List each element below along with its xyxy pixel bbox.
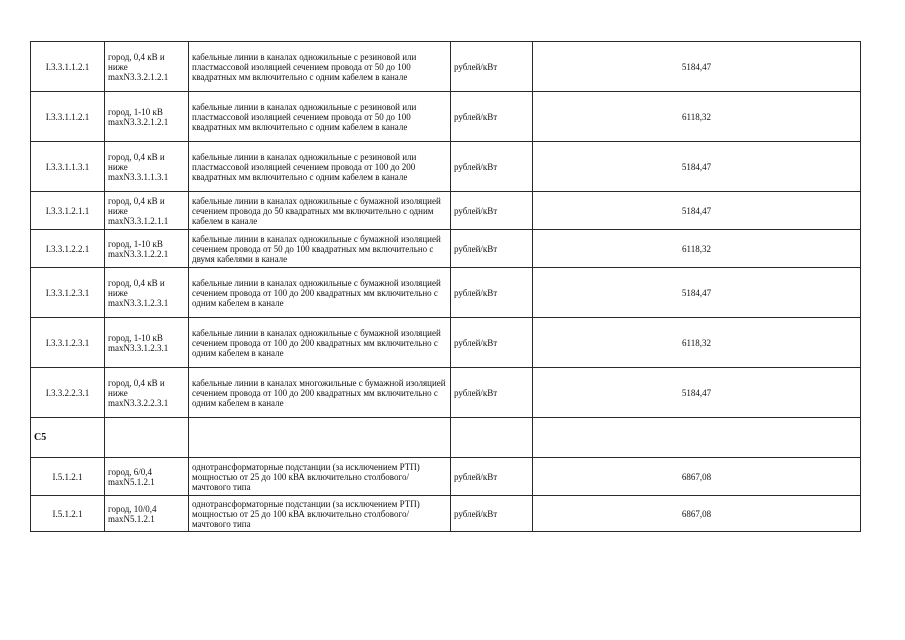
territory-cell: город, 1-10 кВ maxN3.3.2.1.2.1 [105,92,189,142]
description-cell: кабельные линии в каналах одножильные с резиновой или пластмассовой изоляцией сечением провода от 50 до 100 квадратных мм включительно с одним кабелем в канале [189,42,451,92]
table-row [31,92,861,142]
description-cell: кабельные линии в каналах одножильные с резиновой или пластмассовой изоляцией сечением провода от 50 до 100 квадратных мм включительно с одним кабелем в канале [189,92,451,142]
territory-cell: город, 1-10 кВ maxN3.3.1.2.2.1 [105,230,189,268]
table-row [31,368,861,418]
code-cell: I.3.3.1.2.3.1 [31,318,105,368]
unit-cell: рублей/кВт [451,368,533,418]
section-label: С5 [31,418,105,458]
territory-cell: город, 0,4 кВ и ниже maxN3.3.2.1.2.1 [105,42,189,92]
table-row [31,42,861,92]
tariff-table [30,41,861,532]
value-cell: 6118,32 [533,230,861,268]
section-row [31,418,861,458]
unit-cell: рублей/кВт [451,42,533,92]
table-row [31,496,861,532]
code-cell: I.5.1.2.1 [31,496,105,532]
territory-cell: город, 10/0,4 maxN5.1.2.1 [105,496,189,532]
code-cell: I.3.3.1.2.2.1 [31,230,105,268]
section-empty-cell [451,418,533,458]
code-cell: I.3.3.1.1.2.1 [31,92,105,142]
section-empty-cell [533,418,861,458]
section-empty-cell [189,418,451,458]
territory-cell: город, 0,4 кВ и ниже maxN3.3.1.2.1.1 [105,192,189,230]
description-cell: кабельные линии в каналах одножильные с резиновой или пластмассовой изоляцией сечением провода от 100 до 200 квадратных мм включительно с одним кабелем в канале [189,142,451,192]
unit-cell: рублей/кВт [451,268,533,318]
value-cell: 6118,32 [533,92,861,142]
section-empty-cell [105,418,189,458]
unit-cell: рублей/кВт [451,496,533,532]
code-cell: I.5.1.2.1 [31,458,105,496]
table-row [31,268,861,318]
description-cell: кабельные линии в каналах одножильные с бумажной изоляцией сечением провода от 100 до 200 квадратных мм включительно с одним кабелем в канале [189,318,451,368]
value-cell: 5184,47 [533,268,861,318]
description-cell: кабельные линии в каналах многожильные с бумажной изоляцией сечением провода от 100 до 200 квадратных мм включительно с одним кабелем в канале [189,368,451,418]
code-cell: I.3.3.1.1.3.1 [31,142,105,192]
territory-cell: город, 6/0,4 maxN5.1.2.1 [105,458,189,496]
table-row [31,230,861,268]
value-cell: 5184,47 [533,192,861,230]
description-cell: однотрансформаторные подстанции (за исключением РТП) мощностью от 25 до 100 кВА включительно столбового/мачтового типа [189,496,451,532]
table-row [31,142,861,192]
description-cell: кабельные линии в каналах одножильные с бумажной изоляцией сечением провода до 50 квадратных мм включительно с одним кабелем в канале [189,192,451,230]
unit-cell: рублей/кВт [451,230,533,268]
code-cell: I.3.3.1.2.1.1 [31,192,105,230]
description-cell: кабельные линии в каналах одножильные с бумажной изоляцией сечением провода от 50 до 100 квадратных мм включительно с двумя кабелями в канале [189,230,451,268]
territory-cell: город, 0,4 кВ и ниже maxN3.3.2.2.3.1 [105,368,189,418]
unit-cell: рублей/кВт [451,92,533,142]
description-cell: кабельные линии в каналах одножильные с бумажной изоляцией сечением провода от 100 до 200 квадратных мм включительно с одним кабелем в канале [189,268,451,318]
value-cell: 5184,47 [533,42,861,92]
code-cell: I.3.3.1.1.2.1 [31,42,105,92]
value-cell: 6867,08 [533,458,861,496]
value-cell: 6867,08 [533,496,861,532]
value-cell: 5184,47 [533,368,861,418]
table-row [31,318,861,368]
code-cell: I.3.3.1.2.3.1 [31,268,105,318]
table-row [31,192,861,230]
unit-cell: рублей/кВт [451,458,533,496]
table-row [31,458,861,496]
value-cell: 6118,32 [533,318,861,368]
territory-cell: город, 1-10 кВ maxN3.3.1.2.3.1 [105,318,189,368]
territory-cell: город, 0,4 кВ и ниже maxN3.3.1.1.3.1 [105,142,189,192]
unit-cell: рублей/кВт [451,142,533,192]
code-cell: I.3.3.2.2.3.1 [31,368,105,418]
description-cell: однотрансформаторные подстанции (за исключением РТП) мощностью от 25 до 100 кВА включительно столбового/мачтового типа [189,458,451,496]
unit-cell: рублей/кВт [451,318,533,368]
unit-cell: рублей/кВт [451,192,533,230]
value-cell: 5184,47 [533,142,861,192]
territory-cell: город, 0,4 кВ и ниже maxN3.3.1.2.3.1 [105,268,189,318]
